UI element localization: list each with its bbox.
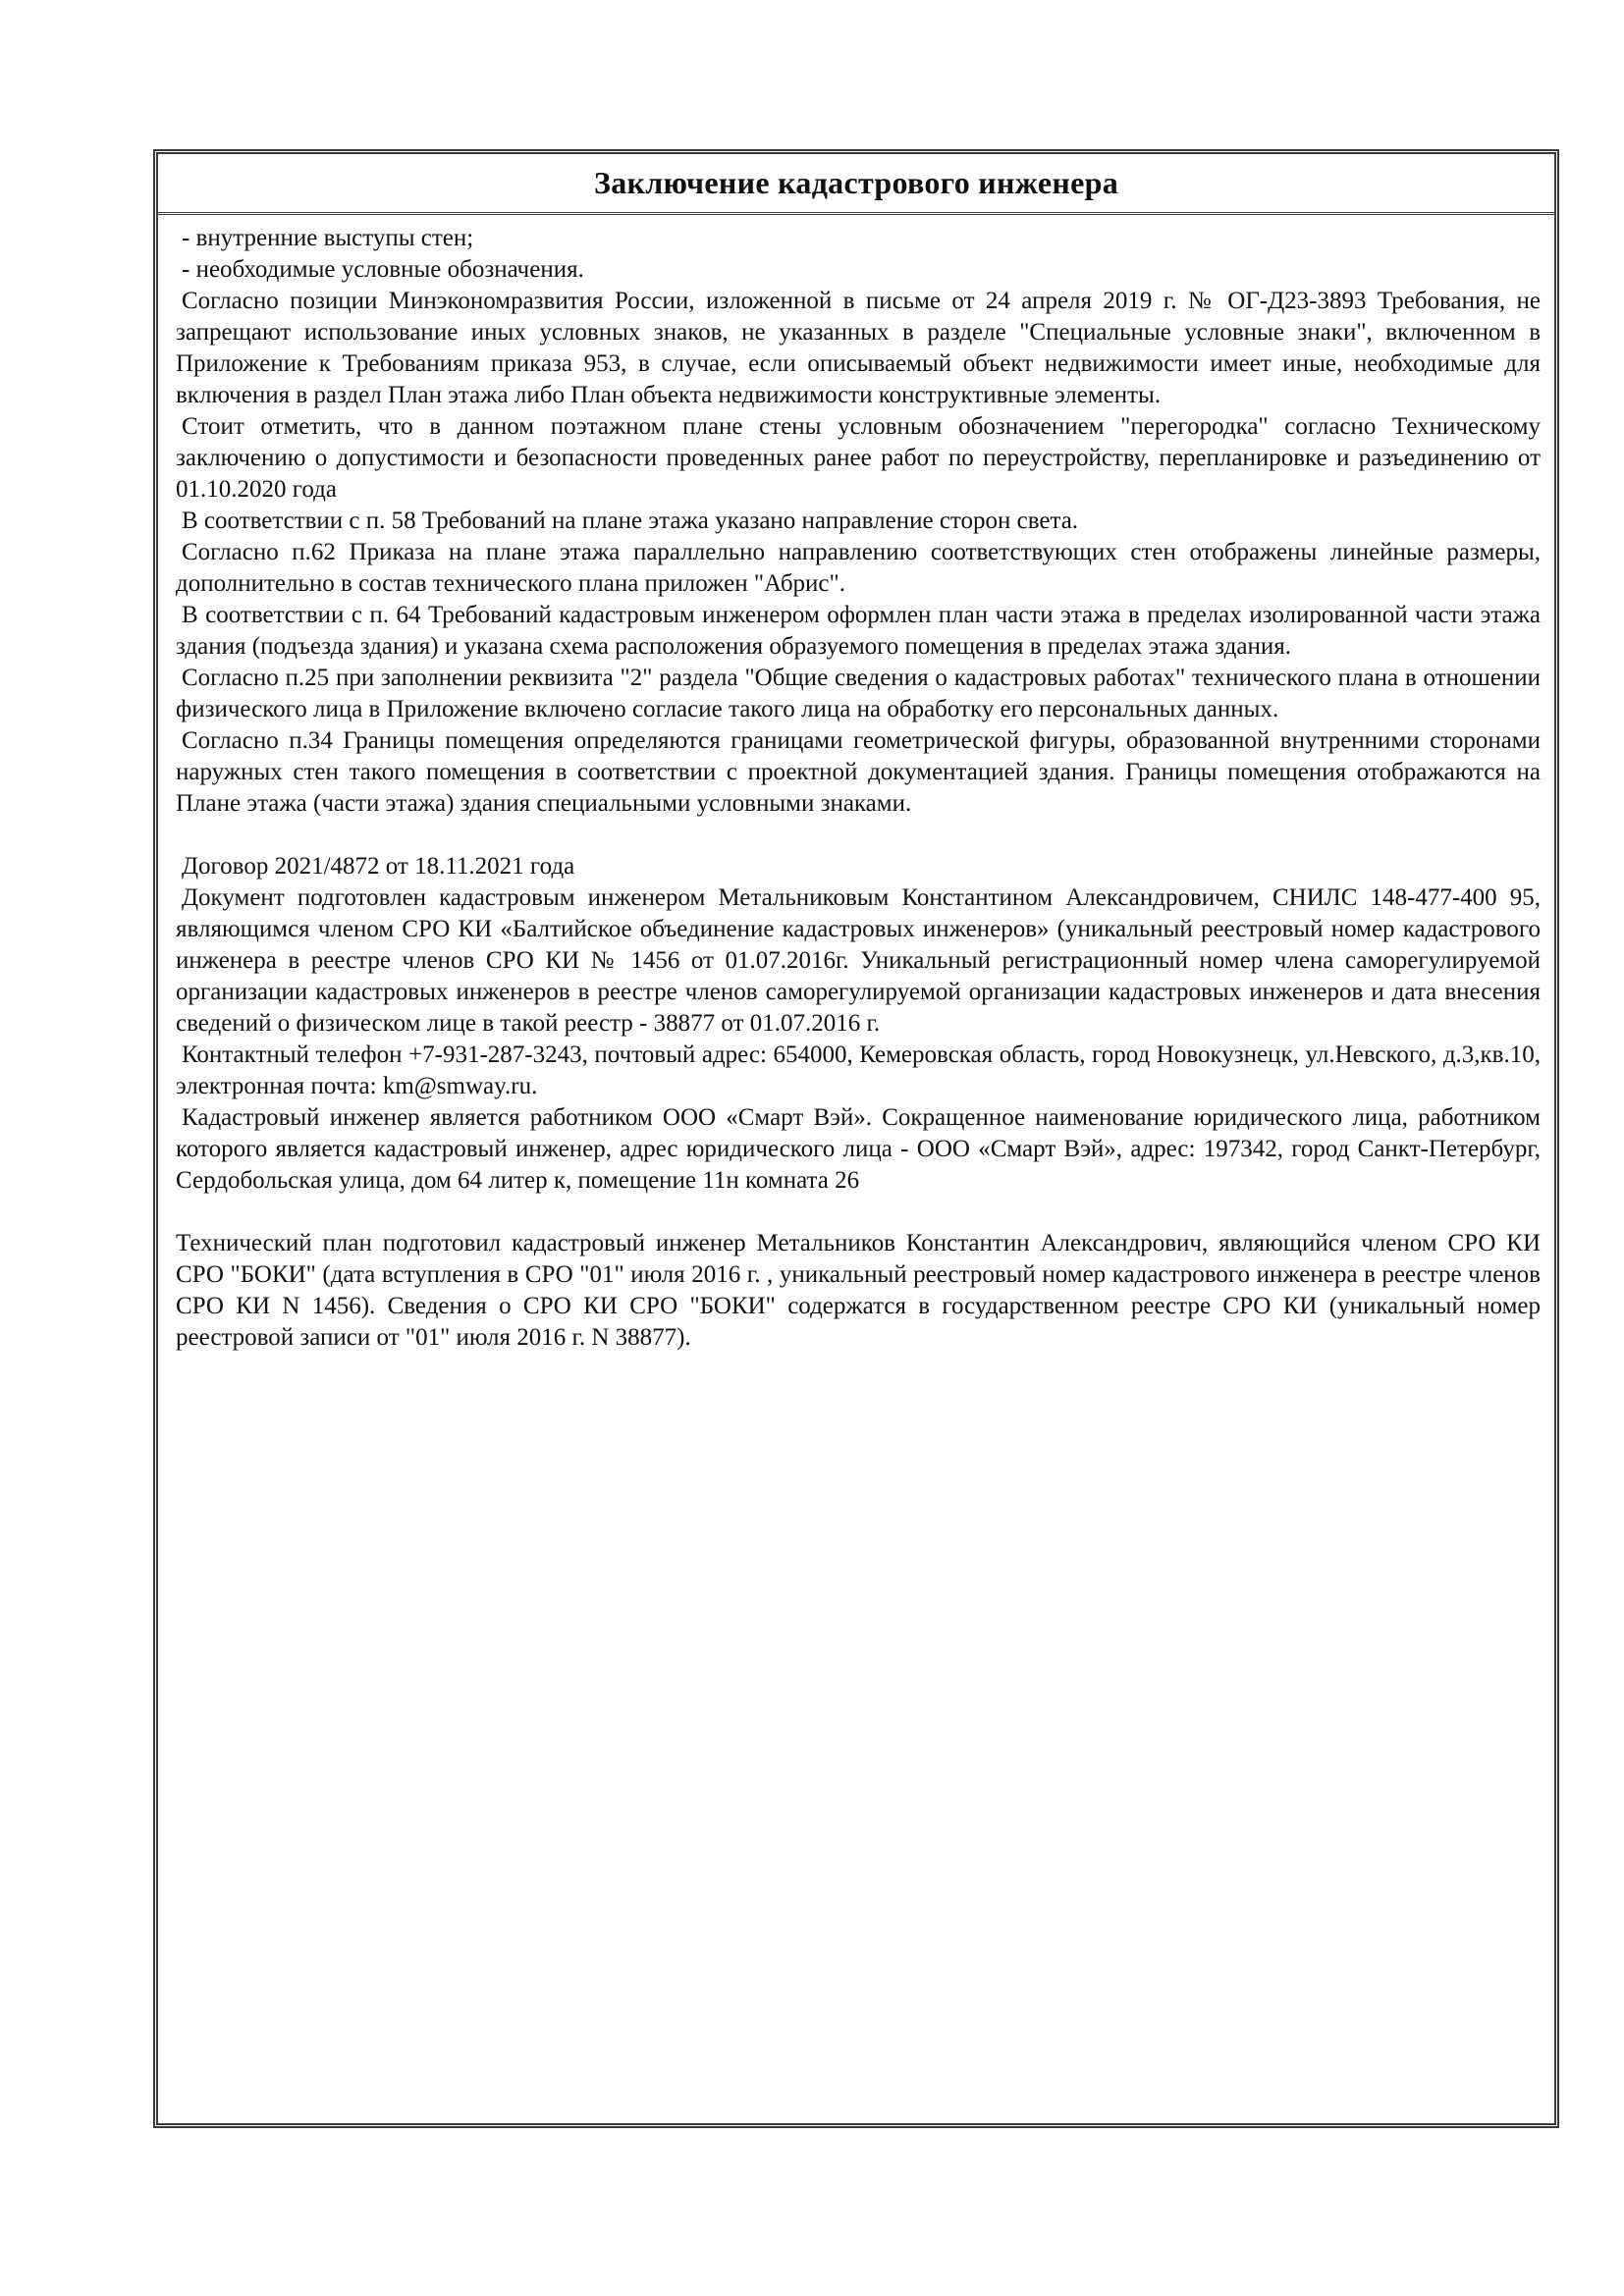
paragraph-personal-data-consent: Согласно п.25 при заполнении реквизита "2" раздела "Общие сведения о кадастровых работах" технического плана в отношении физического лица в Приложение включено согласие такого лица на обработку его персональных данных. [176,665,1541,722]
paragraph-inner-wall-projections: - внутренние выступы стен; [182,225,474,251]
document-frame [153,149,1559,2128]
paragraph-linear-dimensions: Согласно п.62 Приказа на плане этажа параллельно направлению соответствующих стен отображены линейные размеры, дополнительно в состав технического плана приложен "Абрис". [176,539,1541,597]
paragraph-engineer-info: Документ подготовлен кадастровым инженером Метальниковым Константином Александровичем, СНИЛС 148-477-400 95, являющимся членом СРО КИ «Балтийское объединение кадастровых инженеров» (уникальный реестровый номер кадастрового инженера в реестре членов СРО КИ № 1456 от 01.07.2016г. Уникальный регистрационный номер члена саморегулируемой организации кадастровых инженеров в реестре членов саморегулируемой организации кадастровых инженеров и дата внесения сведений о физическом лице в такой реестр - 38877 от 01.07.2016 г. [176,884,1541,1037]
paragraph-technical-plan-author: Технический план подготовил кадастровый инженер Метальников Константин Александрович, являющийся членом СРО КИ СРО "БОКИ" (дата вступления в СРО "01" июля 2016 г. , уникальный реестровый номер кадастрового инженера в реестре членов СРО КИ N 1456). Сведения о СРО КИ СРО "БОКИ" содержатся в государственном реестре СРО КИ (уникальный номер реестровой записи от "01" июля 2016 г. N 38877). [176,1230,1541,1351]
document-body [158,215,1554,1354]
title-row [158,154,1554,215]
paragraph-ministry-position: Согласно позиции Минэкономразвития России, изложенной в письме от 24 апреля 2019 г. № ОГ-Д23-3893 Требования, не запрещают использование иных условных знаков, не указанных в разделе "Специальные условные знаки", включенном в Приложение к Требованиям приказа 953, в случае, если описываемый объект недвижимости имеет иные, необходимые для включения в раздел План этажа либо План объекта недвижимости конструктивные элементы. [176,288,1541,408]
paragraph-contract: Договор 2021/4872 от 18.11.2021 года [182,853,575,880]
page-title: Заключение кадастрового инженера [594,165,1118,200]
paragraph-legend-symbols: - необходимые условные обозначения. [182,256,584,283]
blank-line [176,1197,1541,1228]
paragraph-contacts: Контактный телефон +7-931-287-3243, почтовый адрес: 654000, Кемеровская область, город Новокузнецк, ул.Невского, д.3,кв.10, электронная почта: km@smway.ru. [176,1041,1541,1099]
paragraph-employer: Кадастровый инженер является работником ООО «Смарт Вэй». Сокращенное наименование юридического лица, работником которого является кадастровый инженер, адрес юридического лица - ООО «Смарт Вэй», адрес: 197342, город Санкт-Петербург, Сердобольская улица, дом 64 литер к, помещение 11н комната 26 [176,1104,1541,1194]
paragraph-premises-boundaries: Согласно п.34 Границы помещения определяются границами геометрической фигуры, образованной внутренними сторонами наружных стен такого помещения в соответствии с проектной документацией здания. Границы помещения отображаются на Плане этажа (части этажа) здания специальными условными знаками. [176,727,1541,817]
blank-line [176,820,1541,851]
paragraph-partition-note: Стоит отметить, что в данном поэтажном плане стены условным обозначением "перегородка" согласно Техническому заключению о допустимости и безопасности проведенных ранее работ по переустройству, перепланировке и разъединению от 01.10.2020 года [176,413,1541,503]
paragraph-floor-part-plan: В соответствии с п. 64 Требований кадастровым инженером оформлен план части этажа в пределах изолированной части этажа здания (подъезда здания) и указана схема расположения образуемого помещения в пределах этажа здания. [176,602,1541,660]
paragraph-cardinal-directions: В соответствии с п. 58 Требований на плане этажа указано направление сторон света. [182,507,1079,534]
